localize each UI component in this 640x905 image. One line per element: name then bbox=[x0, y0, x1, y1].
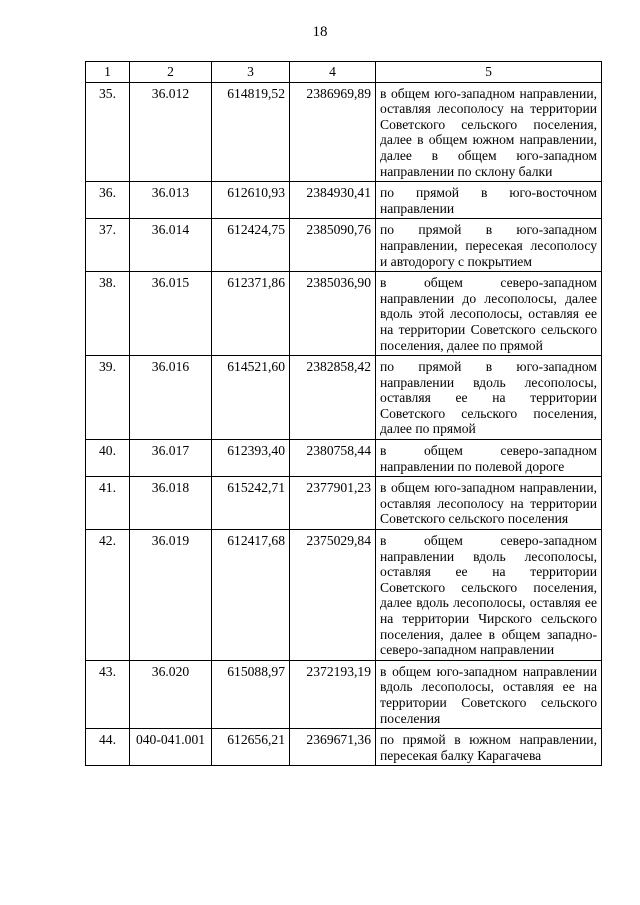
coord-y: 2372193,19 bbox=[290, 660, 376, 728]
boundary-description: в общем северо-западном направлении по полевой дороге bbox=[376, 440, 602, 477]
coord-x: 615242,71 bbox=[212, 477, 290, 530]
coord-y: 2380758,44 bbox=[290, 440, 376, 477]
boundary-description: в общем юго-западном направлении, оставляя лесополосу на территории Советского сельского поселения bbox=[376, 477, 602, 530]
point-id: 36.012 bbox=[130, 82, 212, 182]
row-number: 36. bbox=[86, 182, 130, 219]
coord-y: 2385036,90 bbox=[290, 272, 376, 356]
coord-x: 614819,52 bbox=[212, 82, 290, 182]
boundary-description: в общем юго-западном направлении, оставляя лесополосу на территории Советского сельского поселения, далее в общем южном направлении, далее в общем юго-западном направлении по склону балки bbox=[376, 82, 602, 182]
coord-x: 612424,75 bbox=[212, 219, 290, 272]
coord-y: 2385090,76 bbox=[290, 219, 376, 272]
table-row bbox=[86, 440, 602, 477]
boundary-description: в общем юго-западном направлении вдоль лесополосы, оставляя ее на территории Советского сельского поселения bbox=[376, 660, 602, 728]
row-number: 37. bbox=[86, 219, 130, 272]
row-number: 42. bbox=[86, 530, 130, 661]
point-id: 36.019 bbox=[130, 530, 212, 661]
header-col-5: 5 bbox=[376, 62, 602, 83]
boundary-description: по прямой в южном направлении, пересекая балку Карагачева bbox=[376, 729, 602, 766]
table-row bbox=[86, 82, 602, 182]
point-id: 36.017 bbox=[130, 440, 212, 477]
coord-y: 2384930,41 bbox=[290, 182, 376, 219]
point-id: 36.014 bbox=[130, 219, 212, 272]
coord-x: 612656,21 bbox=[212, 729, 290, 766]
header-col-4: 4 bbox=[290, 62, 376, 83]
table-header bbox=[86, 62, 602, 83]
header-row bbox=[86, 62, 602, 83]
coord-y: 2377901,23 bbox=[290, 477, 376, 530]
header-col-2: 2 bbox=[130, 62, 212, 83]
coord-y: 2382858,42 bbox=[290, 356, 376, 440]
table-row bbox=[86, 477, 602, 530]
coord-x: 612393,40 bbox=[212, 440, 290, 477]
table-row bbox=[86, 530, 602, 661]
table-row bbox=[86, 272, 602, 356]
point-id: 36.013 bbox=[130, 182, 212, 219]
point-id: 36.016 bbox=[130, 356, 212, 440]
row-number: 38. bbox=[86, 272, 130, 356]
header-col-1: 1 bbox=[86, 62, 130, 83]
boundary-description: по прямой в юго-восточном направлении bbox=[376, 182, 602, 219]
page-number: 18 bbox=[312, 24, 328, 40]
coord-y: 2386969,89 bbox=[290, 82, 376, 182]
coord-x: 612371,86 bbox=[212, 272, 290, 356]
coord-x: 615088,97 bbox=[212, 660, 290, 728]
coord-x: 614521,60 bbox=[212, 356, 290, 440]
coord-y: 2369671,36 bbox=[290, 729, 376, 766]
coord-y: 2375029,84 bbox=[290, 530, 376, 661]
boundary-description: по прямой в юго-западном направлении вдоль лесополосы, оставляя ее на территории Советского сельского поселения, далее по прямой bbox=[376, 356, 602, 440]
row-number: 41. bbox=[86, 477, 130, 530]
coord-x: 612417,68 bbox=[212, 530, 290, 661]
table-row bbox=[86, 182, 602, 219]
boundary-table bbox=[85, 61, 602, 766]
point-id: 36.015 bbox=[130, 272, 212, 356]
table-row bbox=[86, 660, 602, 728]
table-body bbox=[86, 82, 602, 766]
header-col-3: 3 bbox=[212, 62, 290, 83]
row-number: 35. bbox=[86, 82, 130, 182]
row-number: 39. bbox=[86, 356, 130, 440]
row-number: 43. bbox=[86, 660, 130, 728]
point-id: 36.020 bbox=[130, 660, 212, 728]
point-id: 36.018 bbox=[130, 477, 212, 530]
row-number: 44. bbox=[86, 729, 130, 766]
point-id: 040-041.001 bbox=[130, 729, 212, 766]
row-number: 40. bbox=[86, 440, 130, 477]
boundary-description: в общем северо-западном направлении вдоль лесополосы, оставляя ее на территории Советского сельского поселения, далее вдоль лесополосы, оставляя ее на территории Чирского сельского поселения, далее в общем западно-северо-западном направлении bbox=[376, 530, 602, 661]
boundary-description: в общем северо-западном направлении до лесополосы, далее вдоль этой лесополосы, оставляя ее на территории Советского сельского поселения, далее по прямой bbox=[376, 272, 602, 356]
table-row bbox=[86, 729, 602, 766]
table-row bbox=[86, 219, 602, 272]
table-row bbox=[86, 356, 602, 440]
boundary-description: по прямой в юго-западном направлении, пересекая лесополосу и автодорогу с покрытием bbox=[376, 219, 602, 272]
coord-x: 612610,93 bbox=[212, 182, 290, 219]
